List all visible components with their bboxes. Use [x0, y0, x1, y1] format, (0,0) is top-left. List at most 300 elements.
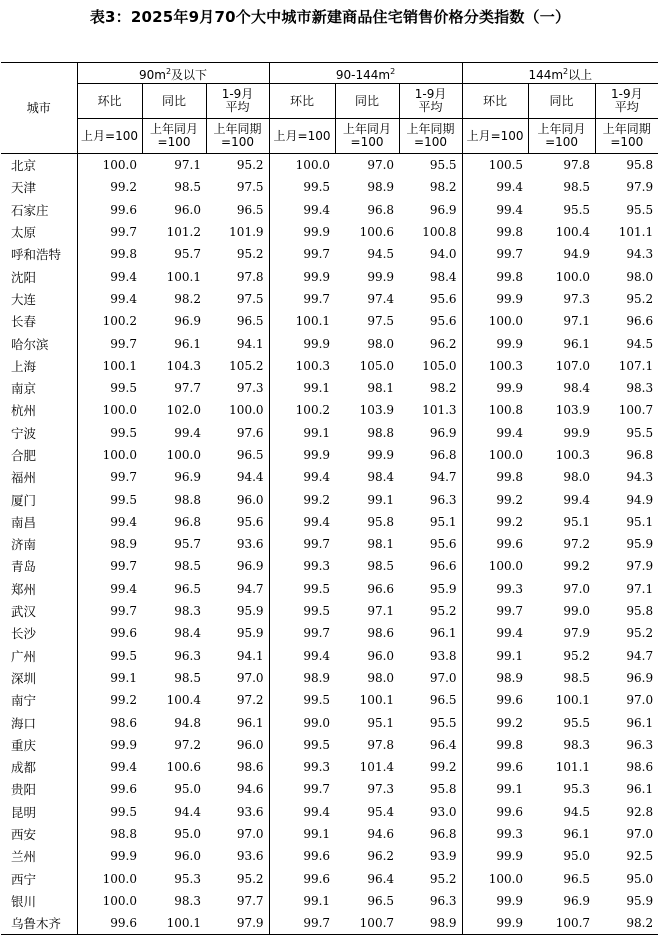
- city-name: [1, 399, 77, 421]
- city-name: [1, 310, 77, 332]
- index-value: 98.1: [367, 537, 395, 552]
- index-value: 95.2: [626, 626, 654, 641]
- index-value: 95.5: [626, 202, 654, 217]
- index-value: 99.1: [462, 645, 528, 667]
- index-value: 100.3: [269, 355, 335, 377]
- table-row: [1, 199, 658, 221]
- city-char: 天: [11, 180, 24, 196]
- index-value: 99.1: [367, 492, 395, 507]
- city-label: [11, 758, 66, 776]
- city-name: [1, 711, 77, 733]
- index-value: 94.5: [563, 804, 591, 819]
- yoy-header: 同比: [142, 84, 206, 119]
- table-row: [1, 265, 658, 287]
- table-body: [1, 154, 658, 935]
- index-value: 98.5: [563, 180, 591, 195]
- index-value: 100.8: [422, 225, 457, 240]
- city-name: [1, 154, 77, 177]
- index-value: 95.6: [429, 537, 457, 552]
- city-char: 成: [11, 760, 24, 776]
- index-value: 98.6: [367, 626, 395, 641]
- index-value: 100.0: [77, 154, 142, 177]
- index-value: 97.7: [174, 381, 201, 396]
- index-value: 100.1: [359, 693, 395, 708]
- city-char: 西: [11, 871, 24, 887]
- city-label: [11, 624, 66, 642]
- index-value: 93.9: [429, 849, 457, 864]
- city-label: [11, 357, 66, 375]
- index-value: 94.3: [626, 247, 654, 262]
- index-value: 93.6: [236, 537, 264, 552]
- city-label: [11, 424, 66, 442]
- city-label: [11, 892, 66, 910]
- index-value: 95.0: [174, 782, 201, 797]
- index-value: 102.0: [166, 403, 201, 418]
- index-value: 100.4: [166, 693, 201, 708]
- city-char: 重: [11, 737, 24, 753]
- index-value: 95.1: [626, 514, 654, 529]
- index-value: 97.5: [236, 180, 264, 195]
- mom-header: 环比: [269, 84, 335, 119]
- index-value: 100.3: [555, 448, 591, 462]
- city-label: [11, 580, 66, 598]
- city-char: 上: [11, 358, 24, 374]
- city-label: [11, 914, 66, 932]
- index-value: 97.1: [367, 604, 395, 619]
- city-char: 津: [23, 180, 37, 196]
- price-index-table: [1, 62, 658, 935]
- city-name: [1, 845, 77, 867]
- index-value: 100.0: [77, 399, 142, 421]
- index-value: 99.7: [77, 600, 142, 622]
- index-value: 95.9: [236, 626, 264, 641]
- index-value: 96.1: [626, 715, 654, 730]
- index-value: 94.5: [367, 247, 395, 262]
- index-value: 99.9: [462, 912, 528, 935]
- city-char: 合: [11, 448, 24, 463]
- city-char: 原: [23, 225, 37, 241]
- index-value: 96.1: [563, 827, 591, 842]
- index-value: 95.2: [429, 871, 457, 886]
- city-char: 州: [23, 648, 37, 664]
- index-value: 97.8: [563, 158, 591, 173]
- index-value: 107.0: [555, 358, 591, 373]
- index-value: 96.8: [429, 448, 457, 462]
- city-label: [11, 223, 66, 241]
- ytd-avg-header: 1-9月 平均: [595, 84, 658, 119]
- city-name: [1, 176, 77, 198]
- index-value: 95.7: [174, 247, 201, 262]
- index-value: 95.8: [626, 158, 654, 173]
- city-label: [11, 178, 66, 196]
- index-value: 99.8: [77, 243, 142, 265]
- city-label: [11, 379, 66, 397]
- city-name: [1, 377, 77, 399]
- index-value: 98.9: [269, 667, 335, 689]
- city-char: 浩: [36, 247, 49, 263]
- index-value: 99.7: [77, 332, 142, 354]
- index-value: 101.2: [166, 225, 201, 240]
- index-value: 99.4: [563, 492, 591, 507]
- index-value: 99.5: [77, 488, 142, 510]
- index-value: 98.0: [367, 336, 395, 351]
- index-value: 96.2: [429, 336, 457, 351]
- city-name: [1, 355, 77, 377]
- city-char: 福: [11, 470, 24, 486]
- index-value: 99.8: [462, 265, 528, 287]
- city-name: [1, 555, 77, 577]
- city-name: [1, 511, 77, 533]
- index-value: 95.7: [174, 537, 201, 552]
- city-label: [11, 468, 66, 486]
- index-value: 99.7: [77, 221, 142, 243]
- index-value: 97.2: [236, 693, 264, 708]
- city-char: 庄: [36, 202, 49, 218]
- index-value: 99.6: [462, 689, 528, 711]
- index-value: 98.2: [595, 912, 658, 935]
- index-value: 94.4: [236, 470, 264, 485]
- index-value: 96.1: [563, 336, 591, 351]
- index-value: 99.4: [462, 176, 528, 198]
- index-value: 99.9: [462, 890, 528, 912]
- city-label: [11, 647, 66, 665]
- index-value: 99.6: [269, 868, 335, 890]
- index-value: 95.8: [367, 514, 395, 529]
- city-char: 长: [11, 626, 24, 642]
- city-char: 南: [11, 514, 24, 530]
- city-char: 兰: [11, 849, 24, 865]
- city-char: 州: [23, 581, 37, 597]
- index-value: 97.2: [563, 537, 591, 552]
- index-value: 97.5: [236, 291, 264, 306]
- index-value: 99.6: [77, 912, 142, 935]
- index-value: 94.6: [236, 782, 264, 797]
- index-value: 100.5: [462, 154, 528, 177]
- city-char: 广: [11, 648, 24, 664]
- index-value: 100.7: [618, 403, 654, 418]
- index-value: 99.7: [462, 600, 528, 622]
- index-value: 92.8: [626, 804, 654, 819]
- index-value: 105.0: [359, 358, 395, 373]
- index-value: 94.5: [626, 336, 654, 351]
- city-char: 呼: [11, 247, 24, 263]
- table-row: [1, 890, 658, 912]
- index-value: 97.9: [206, 912, 269, 935]
- city-label: [11, 312, 66, 330]
- index-value: 99.9: [367, 448, 395, 462]
- city-char: 海: [23, 358, 37, 374]
- index-value: 93.6: [236, 849, 264, 864]
- city-char: 沙: [23, 626, 37, 642]
- city-label: [11, 847, 66, 865]
- index-value: 99.8: [462, 466, 528, 488]
- city-label: [11, 714, 66, 732]
- index-value: 99.9: [462, 288, 528, 310]
- index-value: 96.6: [367, 581, 395, 596]
- index-value: 99.2: [563, 559, 591, 574]
- index-value: 99.5: [77, 645, 142, 667]
- index-value: 97.8: [367, 737, 395, 752]
- index-value: 100.0: [77, 890, 142, 912]
- index-value: 99.9: [269, 221, 335, 243]
- index-value: 98.1: [367, 381, 395, 396]
- index-value: 100.0: [77, 868, 142, 890]
- index-value: 95.9: [626, 537, 654, 552]
- index-value: 99.4: [77, 756, 142, 778]
- index-value: 100.1: [166, 269, 201, 284]
- index-value: 99.5: [269, 578, 335, 600]
- city-char: 木: [36, 916, 49, 932]
- city-char: 门: [23, 492, 37, 508]
- city-label: [11, 535, 66, 553]
- index-value: 94.4: [174, 804, 201, 819]
- index-value: 95.5: [429, 158, 457, 173]
- index-value: 96.8: [174, 514, 201, 529]
- index-value: 99.4: [462, 622, 528, 644]
- index-value: 96.8: [367, 202, 395, 217]
- index-value: 98.4: [367, 470, 395, 485]
- index-value: 95.9: [236, 604, 264, 619]
- index-value: 92.5: [626, 849, 654, 864]
- city-char: 西: [11, 827, 24, 843]
- index-value: 95.6: [429, 314, 457, 329]
- index-value: 96.9: [626, 670, 654, 685]
- index-value: 93.6: [236, 804, 264, 819]
- index-value: 99.3: [269, 555, 335, 577]
- yoy-base-label: 上年同月 =100: [528, 119, 595, 154]
- index-value: 99.2: [269, 488, 335, 510]
- index-value: 99.6: [462, 801, 528, 823]
- index-value: 96.1: [236, 715, 264, 730]
- index-value: 98.0: [563, 470, 591, 485]
- index-value: 97.0: [236, 670, 264, 685]
- index-value: 98.2: [429, 381, 457, 396]
- table-row: [1, 154, 658, 177]
- index-value: 96.1: [626, 782, 654, 797]
- index-value: 98.8: [367, 425, 395, 440]
- index-value: 98.5: [174, 670, 201, 685]
- index-value: 99.9: [269, 332, 335, 354]
- table-row: [1, 778, 658, 800]
- city-name: [1, 912, 77, 935]
- city-name: [1, 466, 77, 488]
- index-value: 98.6: [236, 760, 264, 775]
- index-value: 100.1: [77, 355, 142, 377]
- city-name: [1, 488, 77, 510]
- index-value: 96.3: [626, 737, 654, 752]
- city-char: 宁: [11, 425, 24, 441]
- index-value: 93.0: [429, 804, 457, 819]
- index-value: 95.3: [174, 871, 201, 886]
- index-value: 100.1: [269, 310, 335, 332]
- group-header-under-90: $90m^2$及以下: [77, 63, 269, 84]
- index-value: 95.8: [429, 782, 457, 797]
- yoy-base-label: 上年同月 =100: [142, 119, 206, 154]
- city-name: [1, 734, 77, 756]
- index-value: 97.3: [563, 291, 591, 306]
- index-value: 99.7: [269, 288, 335, 310]
- index-value: 98.9: [399, 912, 462, 935]
- index-value: 95.2: [236, 247, 264, 262]
- city-label: [11, 335, 66, 353]
- index-value: 95.3: [563, 782, 591, 797]
- table-row: [1, 622, 658, 644]
- group-header-over-144: $144m^2$以上: [462, 63, 658, 84]
- city-label: [11, 825, 66, 843]
- city-label: [11, 268, 66, 286]
- index-value: 95.5: [563, 715, 591, 730]
- index-value: 96.2: [367, 849, 395, 864]
- index-value: 99.6: [462, 533, 528, 555]
- index-value: 97.8: [236, 269, 264, 284]
- index-value: 99.2: [462, 711, 528, 733]
- index-value: 99.0: [269, 711, 335, 733]
- table-row: [1, 444, 658, 466]
- index-value: 99.1: [462, 778, 528, 800]
- index-value: 99.7: [77, 555, 142, 577]
- table-row: [1, 734, 658, 756]
- table-row: [1, 399, 658, 421]
- index-value: 99.5: [77, 377, 142, 399]
- index-value: 98.2: [174, 291, 201, 306]
- table-row: [1, 868, 658, 890]
- city-name: [1, 868, 77, 890]
- table-row: [1, 578, 658, 600]
- city-name: [1, 801, 77, 823]
- index-value: 96.9: [174, 314, 201, 329]
- index-value: 99.7: [269, 912, 335, 935]
- index-value: 96.8: [429, 827, 457, 842]
- index-value: 96.5: [236, 448, 264, 462]
- city-name: [1, 823, 77, 845]
- index-value: 99.2: [429, 760, 457, 775]
- city-char: 沈: [11, 269, 24, 285]
- city-name: [1, 890, 77, 912]
- index-value: 99.0: [563, 604, 591, 619]
- city-label: [11, 245, 66, 263]
- index-value: 100.7: [528, 912, 595, 935]
- table-row: [1, 466, 658, 488]
- index-value: 99.7: [462, 243, 528, 265]
- index-value: 100.1: [555, 693, 591, 708]
- index-value: 99.5: [77, 422, 142, 444]
- index-value: 99.5: [269, 689, 335, 711]
- table-row: [1, 912, 658, 935]
- table-row: [1, 355, 658, 377]
- city-char: 银: [11, 893, 24, 909]
- table-row: [1, 645, 658, 667]
- index-value: 95.6: [429, 291, 457, 306]
- city-name: [1, 622, 77, 644]
- index-value: 99.6: [77, 778, 142, 800]
- city-char: 青: [11, 559, 24, 575]
- index-value: 96.0: [367, 648, 395, 663]
- mom-header: 环比: [77, 84, 142, 119]
- index-value: 96.9: [236, 559, 264, 574]
- index-value: 94.7: [626, 648, 654, 663]
- index-value: 94.6: [367, 827, 395, 842]
- index-value: 98.4: [563, 381, 591, 396]
- city-char: 安: [23, 827, 37, 843]
- index-value: 95.2: [236, 871, 264, 886]
- index-value: 99.4: [462, 422, 528, 444]
- city-char: 口: [23, 715, 37, 731]
- city-char: 州: [23, 403, 37, 419]
- index-value: 99.9: [367, 269, 395, 284]
- city-char: 圳: [23, 670, 37, 686]
- index-value: 94.1: [236, 648, 264, 663]
- index-value: 105.0: [422, 358, 457, 373]
- index-value: 99.7: [269, 243, 335, 265]
- index-value: 96.0: [174, 202, 201, 217]
- index-value: 99.1: [269, 823, 335, 845]
- index-value: 98.4: [174, 626, 201, 641]
- index-value: 98.9: [77, 533, 142, 555]
- city-label: [11, 803, 66, 821]
- city-char: 昆: [11, 804, 24, 820]
- index-value: 100.2: [269, 399, 335, 421]
- index-value: 95.2: [626, 291, 654, 306]
- index-value: 99.4: [77, 288, 142, 310]
- index-value: 95.9: [626, 893, 654, 908]
- city-char: 宁: [23, 871, 37, 887]
- city-char: 岛: [23, 559, 37, 575]
- city-label: [11, 491, 66, 509]
- index-value: 99.5: [269, 734, 335, 756]
- index-value: 100.0: [462, 444, 528, 466]
- index-value: 99.9: [77, 734, 142, 756]
- city-name: [1, 689, 77, 711]
- index-value: 95.5: [563, 202, 591, 217]
- yoy-base-label: 上年同月 =100: [335, 119, 399, 154]
- index-value: 99.4: [269, 801, 335, 823]
- index-value: 94.7: [236, 581, 264, 596]
- index-value: 104.3: [166, 358, 201, 373]
- table-row: [1, 488, 658, 510]
- index-value: 99.4: [269, 645, 335, 667]
- index-value: 98.3: [174, 604, 201, 619]
- index-value: 98.9: [462, 667, 528, 689]
- index-value: 95.8: [626, 604, 654, 619]
- city-char: 北: [11, 158, 24, 174]
- index-value: 97.0: [236, 827, 264, 842]
- city-label: [11, 691, 66, 709]
- city-char: 杭: [11, 403, 24, 419]
- index-value: 95.6: [236, 514, 264, 529]
- index-value: 96.6: [429, 559, 457, 574]
- city-char: 州: [23, 849, 37, 865]
- city-name: [1, 645, 77, 667]
- city-char: 太: [11, 225, 24, 241]
- index-value: 99.5: [77, 801, 142, 823]
- table-row: [1, 243, 658, 265]
- mom-base-label: 上月=100: [269, 119, 335, 154]
- index-value: 94.1: [236, 336, 264, 351]
- index-value: 99.6: [77, 199, 142, 221]
- city-name: [1, 600, 77, 622]
- index-value: 99.9: [462, 332, 528, 354]
- index-value: 95.1: [563, 514, 591, 529]
- city-char: 济: [11, 537, 24, 553]
- index-value: 97.0: [429, 670, 457, 685]
- index-value: 101.4: [359, 760, 395, 775]
- city-label: [11, 557, 66, 575]
- index-value: 96.3: [429, 492, 457, 507]
- index-value: 95.0: [626, 871, 654, 886]
- index-value: 100.1: [142, 912, 206, 935]
- city-label: [11, 446, 66, 464]
- table-row: [1, 288, 658, 310]
